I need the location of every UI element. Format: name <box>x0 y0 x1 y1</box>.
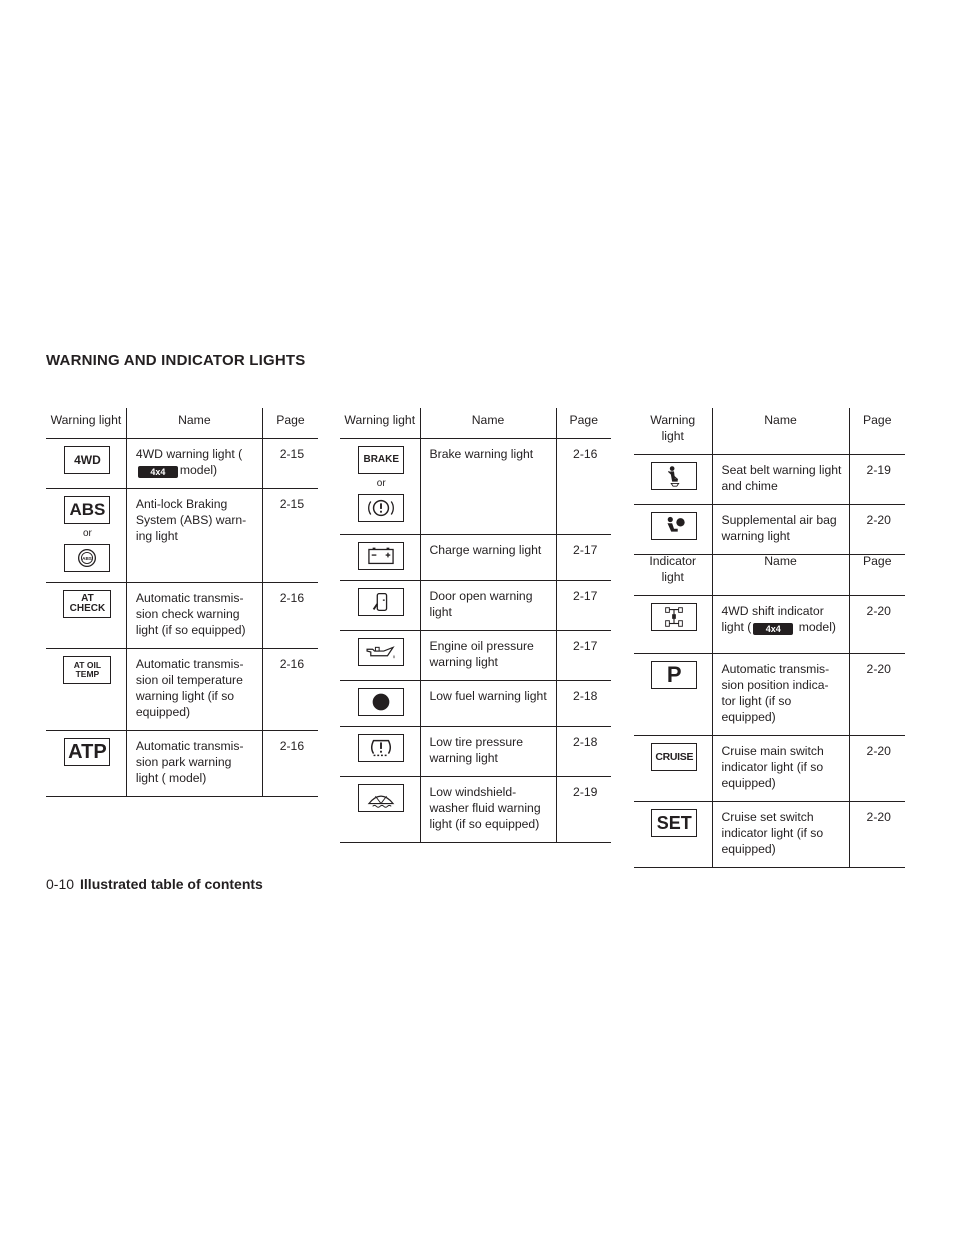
light-name: Low tire pressure warning light <box>420 727 556 777</box>
table-row <box>634 505 905 555</box>
light-name: Automatic transmis- sion oil temperature warning light (if so equipped) <box>126 649 262 731</box>
light-name: Supplemental air bag warning light <box>712 505 849 555</box>
col-header-page: Page <box>849 549 905 596</box>
fuel-dot-icon <box>358 688 404 716</box>
4wd-warning-icon: 4WD <box>64 446 110 474</box>
indicator-lights-table <box>634 549 905 868</box>
table-row <box>634 654 905 736</box>
light-name: Seat belt warning light and chime <box>712 455 849 505</box>
page-ref: 2-20 <box>849 736 905 802</box>
abs-circle-icon <box>64 544 110 572</box>
table-row <box>340 439 611 535</box>
table-row <box>340 681 611 727</box>
abs-text-icon: ABS <box>64 496 110 524</box>
col-header-page: Page <box>262 408 318 439</box>
page-ref: 2-18 <box>556 727 611 777</box>
page-ref: 2-19 <box>556 777 611 843</box>
col-header-indicator-light: Indicator light <box>649 554 697 584</box>
at-oil-temp-icon: AT OIL TEMP <box>63 656 111 684</box>
light-name: Charge warning light <box>420 535 556 581</box>
table-row <box>340 777 611 843</box>
warning-lights-table-3 <box>634 408 905 555</box>
light-name: Automatic transmis- sion position indica- tor light (if so equipped) <box>712 654 849 736</box>
oil-can-icon <box>358 638 404 666</box>
seatbelt-icon <box>651 462 697 490</box>
table-row <box>340 581 611 631</box>
page-ref: 2-17 <box>556 631 611 681</box>
table-row <box>634 455 905 505</box>
warning-lights-table-1 <box>46 408 318 797</box>
table-row <box>634 596 905 654</box>
4wd-shift-indicator-icon <box>651 603 697 631</box>
page-ref: 2-20 <box>849 802 905 868</box>
light-name: Engine oil pressure warning light <box>420 631 556 681</box>
cruise-icon: CRUISE <box>651 743 697 771</box>
page-ref: 2-16 <box>262 649 318 731</box>
page-ref: 2-20 <box>849 505 905 555</box>
light-name: Low windshield- washer fluid warning light (if so equipped) <box>420 777 556 843</box>
table-row <box>634 802 905 868</box>
atp-icon: ATP <box>64 738 110 766</box>
svg-text:ABS: ABS <box>82 555 93 561</box>
door-open-icon <box>358 588 404 616</box>
page-ref: 2-17 <box>556 535 611 581</box>
col-header-warning-light: Warning light <box>650 413 696 443</box>
at-check-icon: AT CHECK <box>63 590 111 618</box>
page-ref: 2-20 <box>849 596 905 654</box>
footer-title: Illustrated table of contents <box>80 876 263 892</box>
tire-pressure-icon <box>358 734 404 762</box>
col-header-page: Page <box>556 408 611 439</box>
or-label: or <box>376 478 386 489</box>
4x4-badge-icon: 4x4 <box>753 623 793 635</box>
table-row <box>46 649 318 731</box>
page-footer <box>46 876 263 892</box>
section-title: WARNING AND INDICATOR LIGHTS <box>46 352 306 369</box>
table-row <box>46 731 318 797</box>
set-icon: SET <box>651 809 697 837</box>
light-name: 4WD shift indicator light ( 4x4 model) <box>712 596 849 654</box>
airbag-icon <box>651 512 697 540</box>
light-name: Brake warning light <box>420 439 556 535</box>
warning-lights-table-2 <box>340 408 611 843</box>
brake-text-icon: BRAKE <box>358 446 404 474</box>
page-ref: 2-20 <box>849 654 905 736</box>
light-name: Anti-lock Braking System (ABS) warn- ing light <box>126 489 262 583</box>
col-header-warning-light: Warning light <box>50 413 122 427</box>
col-header-name: Name <box>420 408 556 439</box>
table-row <box>46 489 318 583</box>
col-header-warning-light: Warning light <box>344 413 416 427</box>
p-position-icon: P <box>651 661 697 689</box>
table-row <box>46 583 318 649</box>
page-ref: 2-15 <box>262 439 318 489</box>
page-ref: 2-16 <box>556 439 611 535</box>
page-number: 0-10 <box>46 876 75 892</box>
table-row <box>340 727 611 777</box>
battery-icon <box>358 542 404 570</box>
light-name: Automatic transmis- sion check warning light (if so equipped) <box>126 583 262 649</box>
table-row <box>634 736 905 802</box>
table-row <box>340 535 611 581</box>
light-name: Door open warning light <box>420 581 556 631</box>
washer-fluid-icon <box>358 784 404 812</box>
page-ref: 2-15 <box>262 489 318 583</box>
light-name: Automatic transmis- sion park warning light ( model) <box>126 731 262 797</box>
col-header-name: Name <box>126 408 262 439</box>
light-name: 4WD warning light (4x4 model) <box>126 439 262 489</box>
4x4-badge-icon: 4x4 <box>138 466 178 478</box>
page-ref: 2-18 <box>556 681 611 727</box>
table-row <box>340 631 611 681</box>
page-ref: 2-19 <box>849 455 905 505</box>
col-header-page: Page <box>849 408 905 455</box>
page-ref: 2-17 <box>556 581 611 631</box>
page-ref: 2-16 <box>262 583 318 649</box>
page-ref: 2-16 <box>262 731 318 797</box>
col-header-name: Name <box>712 408 849 455</box>
col-header-name: Name <box>712 549 849 596</box>
light-name: Low fuel warning light <box>420 681 556 727</box>
table-row <box>46 439 318 489</box>
light-name: Cruise set switch indicator light (if so equipped) <box>712 802 849 868</box>
light-name: Cruise main switch indicator light (if so equipped) <box>712 736 849 802</box>
or-label: or <box>82 528 92 539</box>
brake-circle-icon <box>358 494 404 522</box>
